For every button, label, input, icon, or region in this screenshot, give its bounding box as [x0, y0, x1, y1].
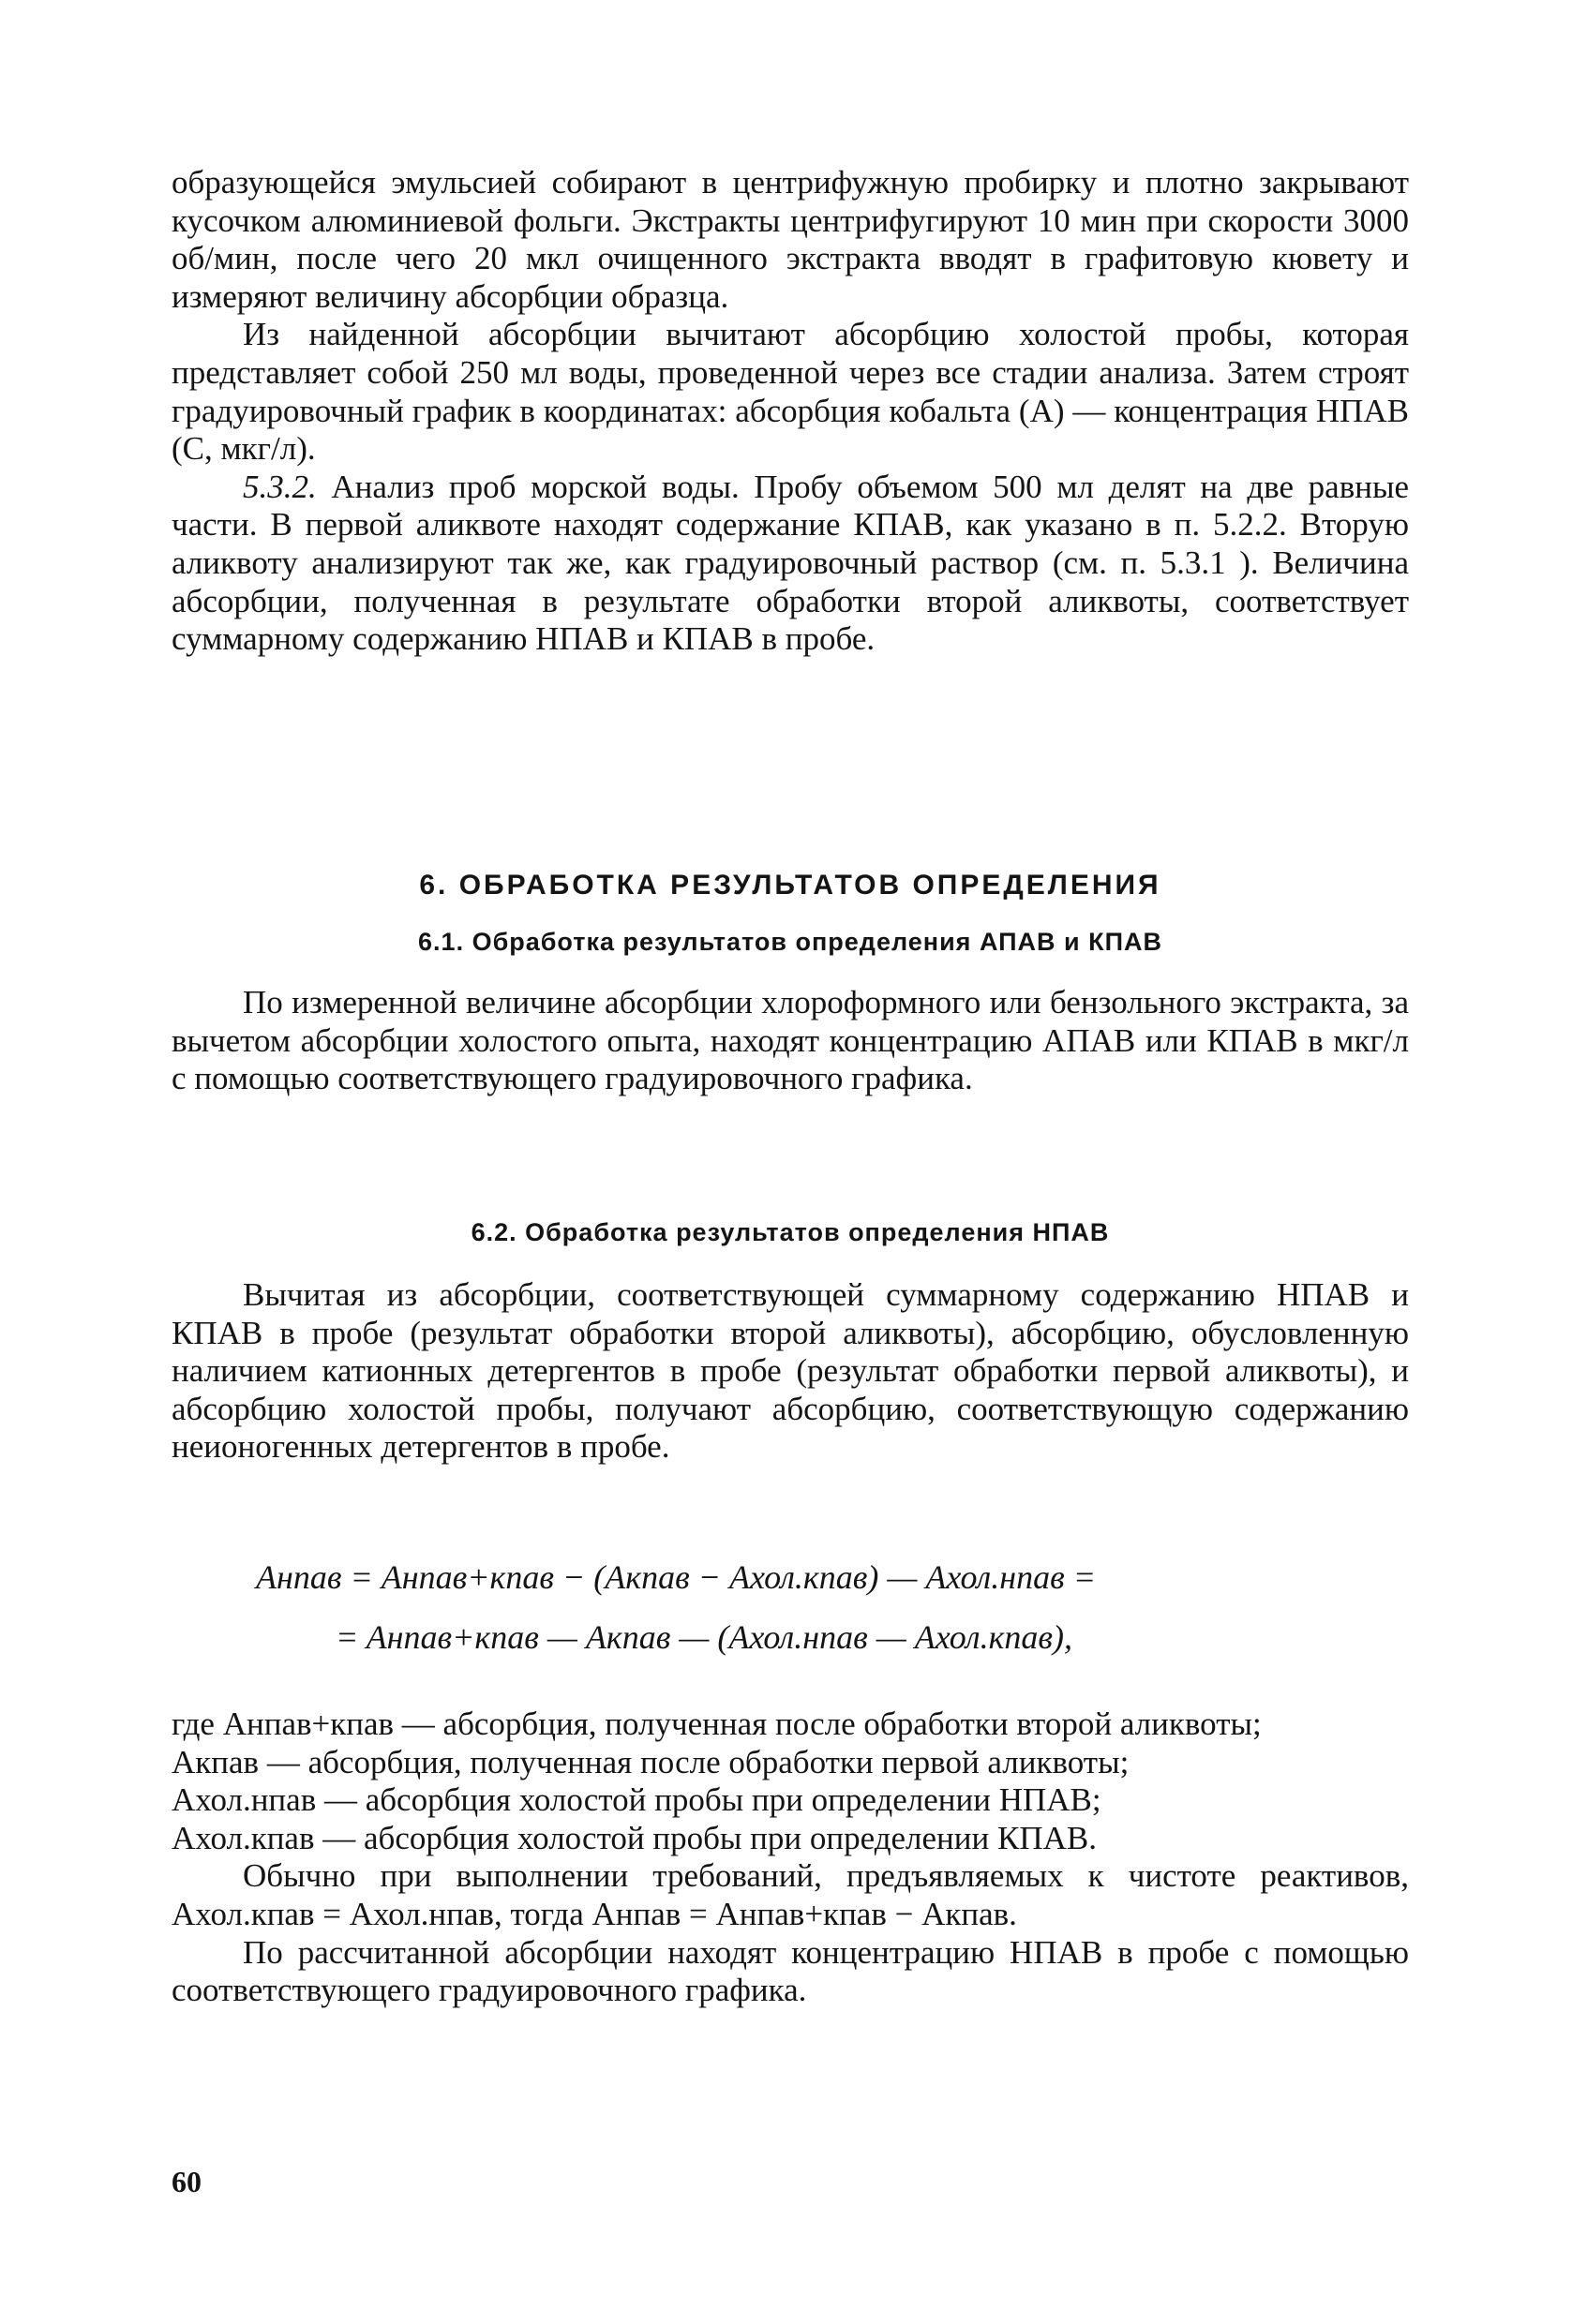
section-6-title: 6. ОБРАБОТКА РЕЗУЛЬТАТОВ ОПРЕДЕЛЕНИЯ — [419, 870, 1161, 901]
subsection-6-1-text-block — [172, 984, 1409, 1098]
top-text-block — [172, 164, 1409, 659]
formula-line-1: Aнпав = Aнпав+кпав − (Aкпав − Aхол.кпав) — Aхол.нпав = — [256, 1558, 1097, 1596]
definition-2: Aкпав — абсорбция, полученная после обработки первой аликвоты; — [172, 1743, 1130, 1780]
subsection-6-2-text: Вычитая из абсорбции, соответствующей суммарному содержанию НПАВ и КПАВ в пробе (результат обработки второй аликвоты), абсорбцию, обусловленную наличием катионных детергентов в пробе (результат обработки первой аликвоты), и абсорбцию холостой пробы, получают абсорбцию, соответствующую содержанию неионогенных детергентов в пробе. — [172, 1276, 1409, 1466]
definition-1: где Aнпав+кпав — абсорбция, полученная после обработки второй аликвоты; — [172, 1706, 1262, 1742]
subsection-6-2-title: 6.2. Обработка результатов определения НПАВ — [471, 1218, 1110, 1246]
paragraph-final-concentration: По рассчитанной абсорбции находят концентрацию НПАВ в пробе с помощью соответствующего градуировочного графика. — [172, 1933, 1409, 2009]
paragraph-sea-water-text: Анализ проб морской воды. Пробу объемом 500 мл делят на две равные части. В первой аликвоте находят содержание КПАВ, как указано в п. 5.2.2. Вторую аликвоту анализируют так же, как градуировочный раствор (см. п. 5.3.1 ). Величина абсорбции, полученная в результате обработки второй аликвоты, соответствует суммарному содержанию НПАВ и КПАВ в пробе. — [172, 468, 1410, 658]
section-number-5-3-2: 5.3.2. — [243, 468, 317, 505]
subsection-6-2-text-block — [172, 1276, 1409, 1467]
subsection-6-1-text: По измеренной величине абсорбции хлороформного или бензольного экстракта, за вычетом абсорбции холостого опыта, находят концентрацию АПАВ или КПАВ в мкг/л с помощью соответствующего градуировочного графика. — [172, 984, 1409, 1097]
formula-line-2: = Aнпав+кпав — Aкпав — (Aхол.нпав — Aхол.кпав), — [336, 1618, 1073, 1656]
subsection-6-1-title: 6.1. Обработка результатов определения АПАВ и КПАВ — [418, 928, 1162, 956]
definition-4: Aхол.кпав — абсорбция холостой пробы при определении КПАВ. — [172, 1819, 1097, 1856]
definition-3: Aхол.нпав — абсорбция холостой пробы при определении НПАВ; — [172, 1781, 1101, 1819]
paragraph-blank-subtraction: Из найденной абсорбции вычитают абсорбцию холостой пробы, которая представляет собой 250 мл воды, проведенной через все стадии анализа. Затем строят градуировочный график в координатах: абсорбция кобальта (А) — концентрация НПАВ (С, мкг/л). — [172, 316, 1409, 468]
paragraph-reagent-purity: Обычно при выполнении требований, предъявляемых к чистоте реактивов, Aхол.кпав = Aхол.нпав, тогда Aнпав = Aнпав+кпав − Aкпав. — [172, 1857, 1409, 1932]
paragraph-emulsion: образующейся эмульсией собирают в центрифужную пробирку и плотно закрывают кусочком алюминиевой фольги. Экстракты центрифугируют 10 мин при скорости 3000 об/мин, после чего 20 мкл очищенного экстракта вводят в графитовую кювету и измеряют величину абсорбции образца. — [172, 164, 1409, 315]
definitions-block — [172, 1706, 1409, 2010]
page-number: 60 — [172, 2165, 202, 2198]
paragraph-sea-water — [172, 469, 1409, 659]
